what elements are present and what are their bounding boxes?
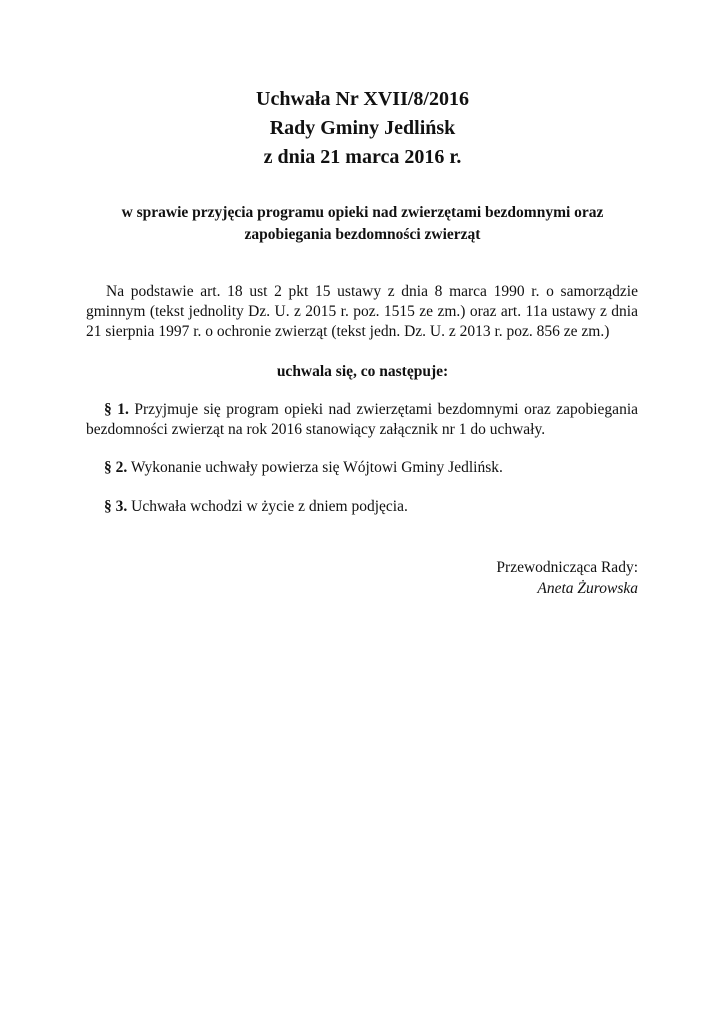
paragraph-number: § 2.	[104, 459, 128, 476]
paragraph-number: § 3.	[104, 498, 128, 515]
paragraph-3	[86, 497, 638, 517]
resolution-date: z dnia 21 marca 2016 r.	[263, 146, 462, 168]
resolution-header	[0, 85, 725, 172]
legal-basis: Na podstawie art. 18 ust 2 pkt 15 ustawy z dnia 8 marca 1990 r. o samorządzie gminnym (tekst jednolity Dz. U. z 2015 r. poz. 1515 ze zm.) oraz art. 11a ustawy z dnia 21 sierpnia 1997 r. o ochronie zwierząt (tekst jedn. Dz. U. z 2013 r. poz. 856 ze zm.)	[86, 283, 638, 340]
signatory-name: Aneta Żurowska	[537, 580, 638, 597]
paragraph-text: Przyjmuje się program opieki nad zwierzętami bezdomnymi oraz zapobiegania bezdomności zwierząt na rok 2016 stanowiący załącznik nr 1 do uchwały.	[86, 401, 638, 438]
paragraph-2	[86, 458, 638, 478]
council-name: Rady Gminy Jedlińsk	[269, 117, 456, 139]
paragraph-text: Wykonanie uchwały powierza się Wójtowi Gminy Jedlińsk.	[130, 459, 503, 476]
paragraph-1	[86, 400, 638, 440]
subject-line-1: w sprawie przyjęcia programu opieki nad zwierzętami bezdomnymi oraz	[121, 204, 604, 221]
paragraph-text: Uchwała wchodzi w życie z dniem podjęcia.	[131, 498, 408, 515]
resolves-statement: uchwala się, co następuje:	[276, 363, 449, 380]
signature-block	[496, 557, 638, 599]
paragraph-number: § 1.	[104, 401, 129, 418]
resolution-number: Uchwała Nr XVII/8/2016	[256, 88, 469, 110]
subject-line-2: zapobiegania bezdomności zwierząt	[244, 226, 481, 243]
signatory-title: Przewodnicząca Rady:	[496, 559, 638, 576]
resolution-subject	[90, 202, 635, 246]
